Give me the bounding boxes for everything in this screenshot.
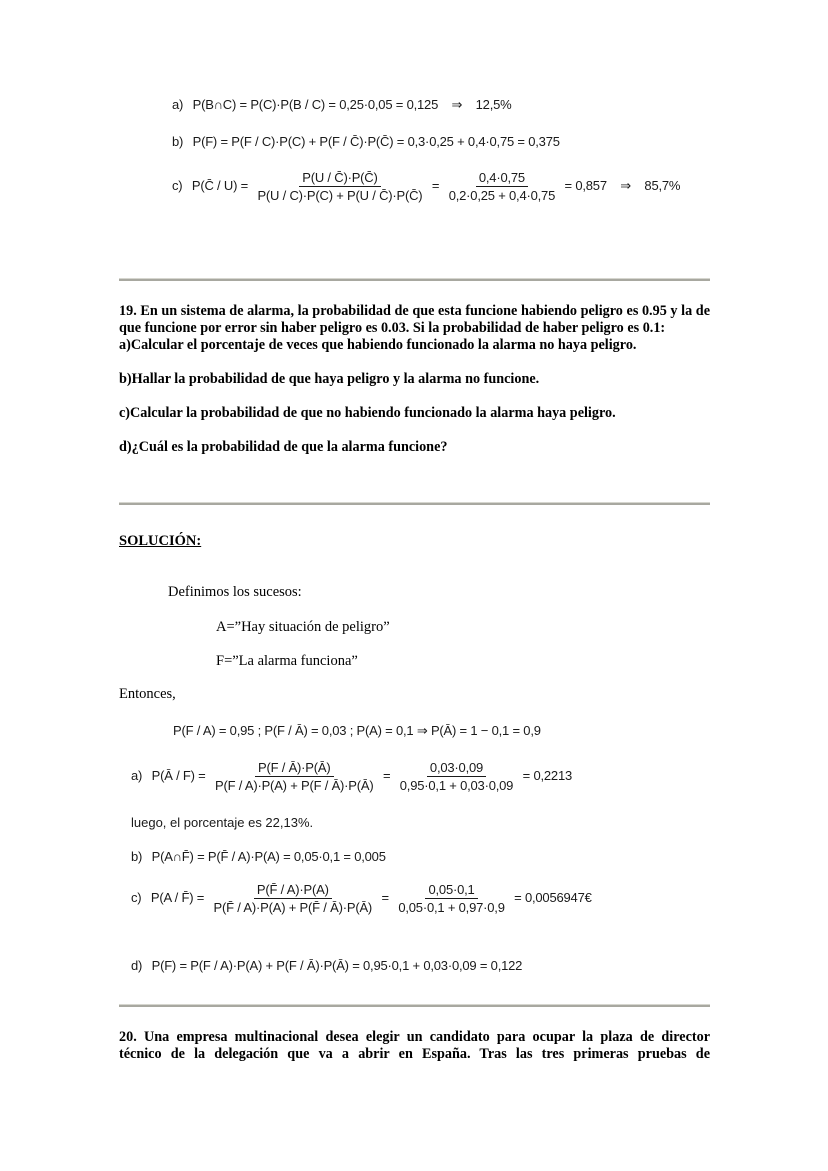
divider [119, 1004, 710, 1007]
event-a-definition: A=”Hay situación de peligro” [216, 619, 390, 635]
fraction-symbolic [254, 170, 425, 203]
fraction-denominator: P(U / C)·P(C) + P(U / C̄)·P(C̄) [257, 188, 423, 203]
given-probabilities: P(F / A) = 0,95 ; P(F / Ā) = 0,03 ; P(A) = 0,1 ⇒ P(Ā) = 1 − 0,1 = 0,9 [173, 723, 541, 738]
formula-lhs: P(Ā / F) = [151, 767, 206, 783]
fraction-numerator: P(F̄ / A)·P(A) [254, 882, 332, 899]
formula-lhs: P(C̄ / U) = [191, 177, 249, 193]
solution-formula-d [131, 958, 522, 973]
then-text: Entonces, [119, 686, 176, 702]
formula-label: c) [172, 177, 183, 193]
formula-result: = 0,2213 [522, 767, 573, 783]
fraction-denominator: 0,95·0,1 + 0,03·0,09 [399, 778, 514, 793]
fraction-denominator: P(F / A)·P(A) + P(F / Ā)·P(Ā) [215, 778, 374, 793]
fraction-numerator: P(U / C̄)·P(C̄) [299, 170, 380, 187]
formula-result: 12,5% [475, 97, 512, 112]
formula-result: = 0,0056947€ [514, 889, 592, 905]
formula-label: b) [172, 134, 184, 149]
formula-body: P(A∩F̄) = P(F̄ / A)·P(A) = 0,05·0,1 = 0,005 [151, 849, 386, 864]
formula-body: P(F) = P(F / C)·P(C) + P(F / C̄)·P(C̄) = 0,3·0,25 + 0,4·0,75 = 0,375 [192, 134, 560, 149]
implies-arrow: ⇒ [451, 97, 463, 112]
question-c: c)Calcular la probabilidad de que no habiendo funcionado la alarma haya peligro. [119, 405, 616, 421]
question-b: b)Hallar la probabilidad de que haya peligro y la alarma no funcione. [119, 371, 540, 387]
formula-label: a) [172, 97, 184, 112]
problem-statement-line: técnico de la delegación que va a abrir en España. Tras las tres primeras pruebas de [119, 1046, 710, 1062]
fraction-denominator: 0,2·0,25 + 0,4·0,75 [448, 188, 556, 203]
formula-label: c) [131, 889, 142, 905]
percentage-note: luego, el porcentaje es 22,13%. [131, 815, 314, 830]
implies-arrow: ⇒ [620, 177, 631, 193]
fraction-denominator: P(F̄ / A)·P(A) + P(F̄ / Ā)·P(Ā) [213, 900, 373, 915]
question-d: d)¿Cuál es la probabilidad de que la alarma funcione? [119, 439, 448, 455]
fraction-numerator: P(F / Ā)·P(Ā) [255, 760, 334, 777]
problem-statement-line: 20. Una empresa multinacional desea elegir un candidato para ocupar la plaza de director [119, 1029, 710, 1045]
formula-lhs: P(A / F̄) = [150, 889, 205, 905]
formula-body: P(B∩C) = P(C)·P(B / C) = 0,25·0,05 = 0,125 [192, 97, 439, 112]
prev-formula-b [172, 134, 560, 149]
solution-formula-c: c) P(A / F̄) = $\frac{P(F̄ / A)\cdot P(A)}{P(F̄ / A)\cdot P(A) + P(F̄ / Ā)\cdot P(Ā)}$ = $\frac{0,05\cdot 0,1}{0,05\cdot 0,1 + 0,97\cdot 0,9}$ = 0,0056947€ [131, 882, 592, 915]
fraction-symbolic [212, 760, 377, 793]
formula-label: b) [131, 849, 143, 864]
formula-label: d) [131, 958, 143, 973]
fraction-numerator: 0,4·0,75 [476, 170, 528, 187]
fraction-denominator: 0,05·0,1 + 0,97·0,9 [398, 900, 505, 915]
fraction-symbolic [211, 882, 376, 915]
question-a: a)Calcular el porcentaje de veces que habiendo funcionado la alarma no haya peligro. [119, 337, 637, 353]
prev-formula-a [172, 97, 512, 113]
event-f-definition: F=”La alarma funciona” [216, 653, 358, 669]
fraction-numeric [446, 170, 558, 203]
formula-result: = 0,857 [564, 177, 607, 193]
divider [119, 278, 710, 281]
problem-statement: 19. En un sistema de alarma, la probabilidad de que esta funcione habiendo peligro es 0.95 y la de que funcione por error sin haber peligro es 0.03. Si la probabilidad de haber peligro es 0.1: [119, 303, 710, 336]
problem-19 [119, 303, 710, 456]
fraction-numeric [397, 760, 516, 793]
solution-formula-b [131, 849, 386, 864]
fraction-numeric [395, 882, 507, 915]
divider [119, 502, 710, 505]
fraction-numerator: 0,05·0,1 [425, 882, 477, 899]
prev-formula-c: c) P(C̄ / U) = $\frac{P(U / C̄)\cdot P(C̄)}{P(U / C)\cdot P(C) + P(U / C̄)\cdot P(C̄)}$ = $\frac{0,4\cdot 0,75}{0,2\cdot 0,25 + 0,4\cdot 0,75}$ = 0,857 ⇒ 85,7% [172, 170, 681, 203]
fraction-numerator: 0,03·0,09 [427, 760, 486, 777]
solution-heading: SOLUCIÓN: [119, 533, 202, 549]
formula-body: P(F) = P(F / A)·P(A) + P(F / Ā)·P(Ā) = 0,95·0,1 + 0,03·0,09 = 0,122 [151, 958, 523, 973]
solution-formula-a: a) P(Ā / F) = $\frac{P(F / Ā)\cdot P(Ā)}{P(F / A)\cdot P(A) + P(F / Ā)\cdot P(Ā)}$ = $\frac{0,03\cdot 0,09}{0,95\cdot 0,1 + 0,03\cdot 0,09}$ = 0,2213 [131, 760, 573, 793]
formula-percent: 85,7% [644, 177, 681, 193]
problem-20 [119, 1029, 710, 1063]
solution-intro: Definimos los sucesos: [168, 584, 302, 600]
formula-label: a) [131, 767, 143, 783]
